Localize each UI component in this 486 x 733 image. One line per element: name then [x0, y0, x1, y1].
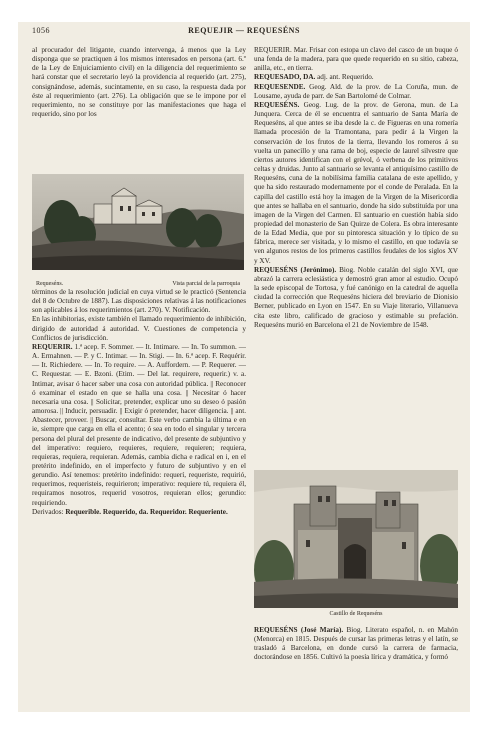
right-column-bottom: [254, 626, 458, 663]
parish-photo-illustration: [32, 174, 244, 270]
entry-headword: REQUESÉNS (José María).: [254, 626, 344, 634]
entry-derivados: [32, 508, 246, 517]
entry-body: Geog. Lug. de la prov. de Gerona, mun. de La Junquera. Cerca de él se encuentra el santuario de Santa María de Requeséns, al que antes se iba desde la c. de Figueras en una romería llamada procesión de la Tramontana, para pedir á la Virgen la conservación de los frutos de la tierra, llevando los romeros á su vuelta un panecillo y una rama de boj, especie de laurel silvestre que ciertos autores identifican con el grévol, ó verbena de los primitivos celtas y druidas. Junto al santuario se levanta el antiquísimo castillo de Requeséns, cuna de la nobilísima familia catalana de este apellido, y que ha sido restaurado modernamente por el conde de Peralada. En la capilla del castillo está hoy la imagen de la Virgen de la Misericordia que antes se hallaba en el santuario, donde ha sido substituída por una imagen de la Virgen del Carmen. El santuario en cuestión había sido propiedad del monasterio de San Quirze de Colera. Es obra interesante de la Edad Media, que por su pintoresca situación y lo típico de su fábrica, merece ser visitada, y lo mismo el castillo, en que todavía se ven algunos restos de los primeros castillos feudales de los siglos XV y XV.: [254, 100, 459, 265]
entry-body: Biog. Noble catalán del siglo XVI, que abrazó la carrera eclesiástica y demostró gran amor al estudio. Ocupó la sede episcopal de Tortosa, y fué canónigo en la catedral de aquella ciudad la corrección que Requeséns hiciera del breviario de Dionisio Berner, publicado en Lyon en 1547. En su Viaje literario, Villanueva cita este libro, calificado de gracioso y estimable su prefación. Requeséns murió en Barcelona el 21 de Noviembre de 1548.: [254, 265, 458, 329]
page-number: 1056: [32, 26, 50, 35]
entry-body: 1.ª acep. F. Sommer. — It. Intimare. — In. To summon. — A. Ermahnen. — P. y C. Intimar. — In. Stigi. — In. 6.ª acep. F. Requérir. — It. Richiedere. — In. To require. — A. Auffordern. — P. Requerer. — C. Requestar. — E. Bzoni. (Etim. — Del lat. requirere, requerir.) v. a. Intimar, avisar ó hacer saber una cosa con autoridad pública. || Reconocer ó examinar el estado en que se halla una cosa. || Necesitar ó hacer necesaria una cosa. || Solicitar, pretender, explicar uno su deseo ó pasión amorosa. || Inducir, persuadir. || Exigir ó pretender, hacer diligencia. || ant. Abastecer, proveer. || Buscar, consultar. Este verbo cambia la última e en ie, siempre que carga en ella el acento; ó sea en todo el singular y tercera persona del plural del presente de indicativo, del presente de subjuntivo y del imperativo: requiero, requieres, requiere, requieren; requiera, requieras, requiera, requieran. Además, cambia dicha e radical en i, en el pretérito indefinido, en el imperfecto y futuro de subjuntivo y en el gerundio. Así tenemos: pretérito indefinido: requerí, requeriste, requirió, requerimos, requeristeis, requirieron; imperativo: requiere tú, requiera él, requiramos nosotros, requerid vosotros, requieran ellos; gerundio: requiriendo.: [32, 342, 246, 507]
entry-headword: REQUESÉNS.: [254, 100, 300, 109]
entry-label: Derivados:: [32, 507, 64, 516]
entry-body: Geog. Ald. de la prov. de La Coruña, mun. de Lousame, ayuda de parr. de San Bartolomé de Colmar.: [254, 82, 458, 100]
entry-body: adj. ant. Requerido.: [317, 73, 374, 82]
paragraph: términos de la resolución judicial en cuya virtud se le practicó (Sentencia del 8 de Octubre de 1887). Las disposiciones relativas á las notificaciones son aplicables á los requerimientos (art. 270). V. Notificación.: [32, 288, 246, 315]
entry: [254, 626, 458, 663]
photo-castle: [254, 470, 458, 608]
page-header: [18, 26, 470, 38]
paragraph: al procurador del litigante, cuando intervenga, á menos que la Ley disponga que se practiquen á los mismos interesados en persona (art. 6.º de la Ley de Enjuiciamiento civil) en la diligencia del requerimiento se hará constar que el secretario leyó la providencia al requerido (art. 275), consignándose, además, sucintamente, en su caso, la respuesta dada por éste al requerimiento (art. 276). La obligación que se le impone por el requerimiento, no se constituye por las manifestaciones que haga el requerido, sino por los: [32, 46, 246, 119]
entry-headword: REQUESÉNS (Jerónimo).: [254, 265, 337, 274]
paragraph: En las inhibitorias, existe también el llamado requerimiento de inhibición, dirigido de autoridad á autoridad. V. Cuestiones de competencia y Conflictos de jurisdicción.: [32, 315, 246, 342]
entry: [254, 101, 458, 266]
right-column-top: [254, 46, 458, 330]
figure-caption: Castillo de Requeséns: [329, 611, 383, 617]
left-column-bottom: [32, 288, 246, 517]
paragraph: REQUERIR. Mar. Frisar con estopa un clavo del casco de un buque ó una fenda de la madera, para que quede requerido en su sitio, cabeza, anilla, etc., en tierra.: [254, 46, 458, 73]
entry-headword: REQUERIR.: [32, 342, 73, 351]
entry: [254, 83, 458, 101]
caption-description: Vista parcial de la parroquia: [172, 281, 240, 287]
castle-photo-illustration: [254, 470, 458, 608]
entry-body: Biog. Literato español, n. en Mahón (Menorca) en 1815. Después de cursar las primeras letras y el latín, se trasladó á Barcelona, en donde cursó la carrera de farmacia, doctorándose en 1856. Cultivó la poesía lírica y dramática, y formó: [254, 626, 458, 662]
caption-place: Requeséns.: [36, 281, 64, 287]
encyclopedia-page: [18, 22, 470, 712]
entry-headword: REQUESADO, DA.: [254, 73, 316, 82]
left-column-top: [32, 46, 246, 119]
photo-parish: [32, 174, 244, 270]
entry: [254, 266, 458, 330]
figure-parish-view: [32, 174, 244, 287]
figure-castle: [254, 470, 458, 618]
entry-requerir: [32, 343, 246, 508]
entry-headword: REQUESENDE.: [254, 82, 306, 91]
entry-body: Requerible. Requerido, da. Requeridor. Requeriente.: [65, 507, 228, 516]
entry: [254, 73, 458, 82]
running-title: REQUEJIR — REQUESÉNS: [188, 26, 300, 35]
